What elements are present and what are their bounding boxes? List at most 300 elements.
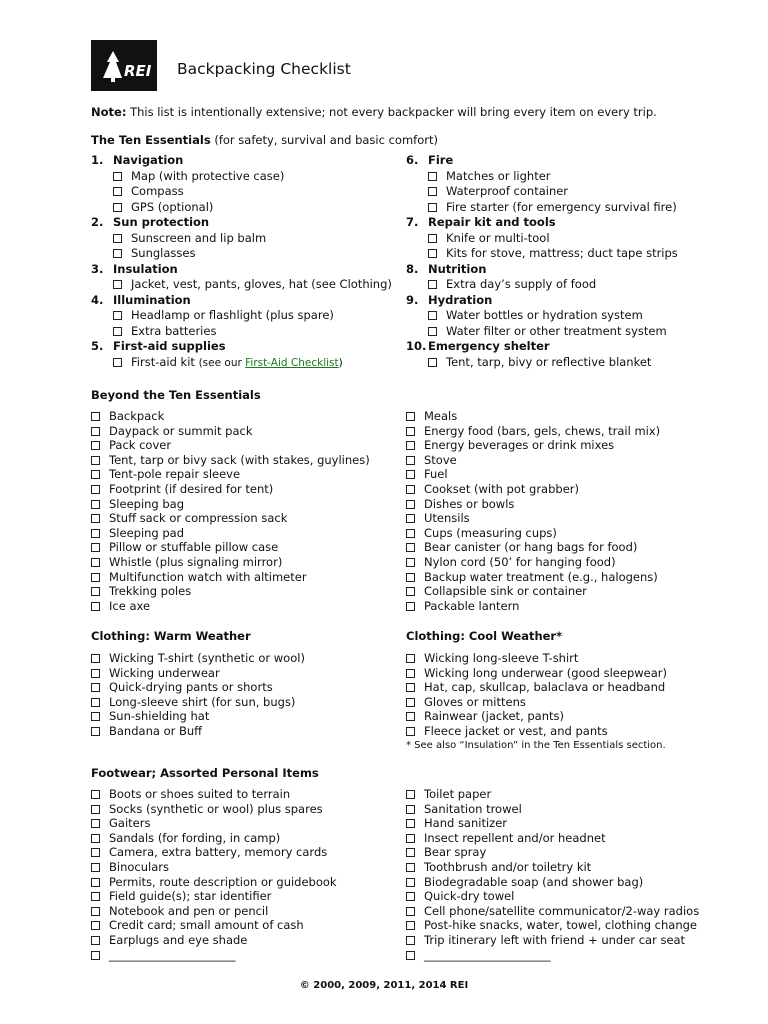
checklist-item [91, 904, 391, 919]
checklist-item [91, 169, 391, 185]
checklist-item [91, 787, 391, 802]
checkbox[interactable] [91, 878, 100, 887]
checkbox[interactable] [91, 456, 100, 465]
checklist-item-label: Sandals (for fording, in camp) [109, 830, 281, 845]
checklist-item [406, 651, 736, 666]
checklist-item [406, 355, 736, 371]
checkbox[interactable] [91, 907, 100, 916]
checkbox[interactable] [406, 712, 415, 721]
checklist-item-label: Bear spray [424, 845, 487, 860]
checkbox[interactable] [406, 441, 415, 450]
checklist-item-label: Camera, extra battery, memory cards [109, 845, 328, 860]
checklist-item [91, 599, 391, 614]
checkbox[interactable] [91, 712, 100, 721]
checkbox[interactable] [91, 727, 100, 736]
checklist-item-label: Tent-pole repair sleeve [109, 467, 241, 482]
checkbox[interactable] [406, 921, 415, 930]
checklist-item [406, 570, 736, 585]
checklist-item-label: Wicking underwear [109, 665, 220, 680]
essential-number: 7. [406, 215, 419, 229]
essential-number: 1. [91, 153, 104, 167]
essentials-right-column [406, 153, 736, 370]
checkbox[interactable] [406, 587, 415, 596]
checklist-item-label: Gloves or mittens [424, 694, 526, 709]
checklist-item [91, 889, 391, 904]
essential-heading [91, 215, 391, 231]
checklist-item [91, 860, 391, 875]
checkbox[interactable] [91, 805, 100, 814]
checklist-item-label: Field guide(s); star identifier [109, 889, 272, 904]
checklist-item-label: Cookset (with pot grabber) [424, 481, 579, 496]
clothing-cool-list [406, 651, 736, 739]
checkbox[interactable] [91, 558, 100, 567]
checklist-item-label: Permits, route description or guidebook [109, 874, 337, 889]
checkbox[interactable] [91, 848, 100, 857]
svg-text:REI: REI [124, 62, 152, 80]
clothing-footnote: * See also “Insulation” in the Ten Essentials section. [406, 740, 666, 751]
checkbox[interactable] [428, 280, 437, 289]
checklist-item [406, 695, 736, 710]
essential-name: Illumination [113, 292, 191, 307]
checklist-item-label: Quick-drying pants or shorts [109, 680, 273, 695]
checklist-item [406, 816, 736, 831]
checklist-item [91, 200, 391, 216]
checkbox[interactable] [428, 172, 437, 181]
checklist-item-label: Nylon cord (50’ for hanging food) [424, 554, 616, 569]
first-aid-checklist-link[interactable]: First-Aid Checklist [245, 356, 339, 369]
checklist-item [91, 438, 391, 453]
checkbox[interactable] [406, 863, 415, 872]
checklist-item [406, 324, 736, 340]
checkbox[interactable] [91, 669, 100, 678]
checklist-item-label: Insect repellent and/or headnet [424, 830, 606, 845]
essential-name: First-aid supplies [113, 339, 226, 353]
checkbox[interactable] [91, 951, 100, 960]
checkbox[interactable] [91, 441, 100, 450]
checklist-item [91, 831, 391, 846]
checklist-item [91, 526, 391, 541]
checklist-item [91, 695, 391, 710]
checkbox[interactable] [406, 936, 415, 945]
checklist-item [406, 875, 736, 890]
note-text: This list is intentionally extensive; not every backpacker will bring every item on every trip. [126, 105, 657, 119]
essential-number: 9. [406, 292, 419, 307]
checklist-item [406, 308, 736, 324]
checkbox[interactable] [406, 669, 415, 678]
checklist-item-label: Sanitation trowel [424, 801, 522, 816]
checkbox[interactable] [91, 602, 100, 611]
checklist-item [406, 680, 736, 695]
essential-number: 5. [91, 339, 104, 353]
checkbox[interactable] [406, 819, 415, 828]
checkbox[interactable] [406, 654, 415, 663]
checklist-item-label: Waterproof container [446, 184, 569, 198]
checkbox[interactable] [113, 249, 122, 258]
checkbox[interactable] [406, 412, 415, 421]
checklist-item [91, 467, 391, 482]
checklist-item [91, 231, 391, 247]
checkbox[interactable] [406, 790, 415, 799]
checklist-item-label: Toothbrush and/or toiletry kit [424, 859, 592, 874]
checkbox[interactable] [406, 514, 415, 523]
checklist-item [91, 845, 391, 860]
checklist-item-label: Trekking poles [109, 584, 192, 599]
checklist-item [91, 918, 391, 933]
checklist-item [406, 948, 736, 963]
checklist-item [91, 453, 391, 468]
checkbox[interactable] [428, 234, 437, 243]
checkbox[interactable] [406, 878, 415, 887]
checklist-item-label: Wicking long-sleeve T-shirt [424, 651, 579, 665]
see-our-suffix: ) [338, 356, 343, 369]
checklist-item [406, 845, 736, 860]
checklist-item-label: Sleeping bag [109, 496, 185, 511]
checklist-item-label: Cups (measuring cups) [424, 525, 557, 540]
footwear-left-list [91, 787, 391, 962]
clothing-warm-list [91, 651, 391, 739]
checklist-item-label: GPS (optional) [131, 199, 214, 214]
checkbox[interactable] [406, 892, 415, 901]
checkbox[interactable] [406, 727, 415, 736]
checklist-item [406, 526, 736, 541]
checklist-item [91, 482, 391, 497]
checklist-item-label: Extra day’s supply of food [446, 277, 597, 291]
checkbox[interactable] [406, 848, 415, 857]
checklist-item-label: Toilet paper [424, 787, 492, 801]
checkbox[interactable] [91, 698, 100, 707]
checklist-item-label: Backup water treatment (e.g., halogens) [424, 569, 658, 584]
checklist-item-label: Multifunction watch with altimeter [109, 569, 307, 584]
checklist-item [91, 680, 391, 695]
checklist-item-label: Compass [131, 184, 184, 198]
clothing-warm-title: Clothing: Warm Weather [91, 629, 251, 643]
checkbox[interactable] [91, 819, 100, 828]
checkbox[interactable] [113, 327, 122, 336]
checklist-item-label: Utensils [424, 511, 470, 526]
copyright: © 2000, 2009, 2011, 2014 REI [299, 980, 469, 991]
checkbox[interactable] [91, 412, 100, 421]
essential-name: Sun protection [113, 215, 210, 229]
checklist-item [91, 409, 391, 424]
checklist-item [406, 831, 736, 846]
checkbox[interactable] [406, 470, 415, 479]
checklist-item [406, 184, 736, 200]
essentials-subtitle: (for safety, survival and basic comfort) [210, 133, 438, 147]
checkbox[interactable] [406, 573, 415, 582]
checklist-item-label: Ice axe [109, 598, 151, 613]
checklist-item-label: Bear canister (or hang bags for food) [424, 540, 638, 555]
checklist-item [406, 200, 736, 216]
checkbox[interactable] [91, 654, 100, 663]
checklist-item [406, 787, 736, 802]
checkbox[interactable] [428, 249, 437, 258]
checklist-item [406, 409, 736, 424]
checklist-item [91, 802, 391, 817]
checklist-item [406, 169, 736, 185]
checklist-item-label: Daypack or summit pack [109, 423, 253, 438]
checklist-item [406, 453, 736, 468]
checklist-item [91, 497, 391, 512]
checklist-item [406, 467, 736, 482]
checkbox[interactable] [113, 358, 122, 367]
checkbox[interactable] [91, 921, 100, 930]
checkbox[interactable] [406, 834, 415, 843]
checklist-item [91, 724, 391, 739]
checklist-item [406, 933, 736, 948]
essential-heading [406, 293, 736, 309]
essential-heading [406, 215, 736, 231]
checklist-item [91, 948, 391, 963]
checklist-item [406, 709, 736, 724]
checkbox[interactable] [91, 936, 100, 945]
checkbox[interactable] [113, 311, 122, 320]
checkbox[interactable] [428, 358, 437, 367]
checklist-item [91, 277, 391, 293]
checklist-item-label: Credit card; small amount of cash [109, 918, 304, 933]
checkbox[interactable] [428, 311, 437, 320]
essential-heading [91, 153, 391, 169]
checklist-item-label: Sunglasses [131, 246, 196, 260]
checklist-item [91, 666, 391, 681]
essential-heading [406, 339, 736, 355]
essential-name: Hydration [428, 292, 493, 307]
checklist-item-label: Fuel [424, 467, 448, 482]
checklist-item [91, 424, 391, 439]
essential-number: 2. [91, 215, 104, 229]
essential-heading [406, 153, 736, 169]
checklist-item [406, 724, 736, 739]
checklist-item [91, 324, 391, 340]
checklist-item [91, 355, 391, 371]
checklist-item [406, 277, 736, 293]
checklist-item-label: ______________________ [424, 947, 551, 962]
checklist-item-label: Footprint (if desired for tent) [109, 481, 274, 496]
note [91, 105, 657, 120]
checklist-item-label: Gaiters [109, 816, 151, 831]
checklist-item-label: Binoculars [109, 859, 169, 874]
checklist-item [91, 584, 391, 599]
checklist-item-label: Jacket, vest, pants, gloves, hat (see Clothing) [131, 277, 392, 291]
checklist-item-label: Meals [424, 409, 458, 423]
beyond-title: Beyond the Ten Essentials [91, 388, 261, 402]
essential-number: 4. [91, 292, 104, 307]
checkbox[interactable] [91, 683, 100, 692]
beyond-left-list [91, 409, 391, 613]
checkbox[interactable] [406, 485, 415, 494]
checklist-item-label: Kits for stove, mattress; duct tape strips [446, 246, 678, 260]
checklist-item-label: Headlamp or flashlight (plus spare) [131, 308, 334, 322]
checkbox[interactable] [91, 529, 100, 538]
checklist-item [406, 424, 736, 439]
checklist-item-label: Wicking long underwear (good sleepwear) [424, 665, 667, 680]
checklist-item [91, 651, 391, 666]
checklist-item-label: Tent, tarp, bivy or reflective blanket [446, 354, 652, 369]
checklist-item [91, 511, 391, 526]
essential-number: 10. [406, 339, 427, 353]
checklist-item-label: Cell phone/satellite communicator/2-way radios [424, 903, 700, 918]
essential-name: Repair kit and tools [428, 215, 556, 229]
essential-number: 3. [91, 261, 104, 276]
checklist-item-label: Packable lantern [424, 598, 520, 613]
checklist-item [91, 709, 391, 724]
checklist-item-label: Knife or multi-tool [446, 230, 550, 245]
essentials-title: The Ten Essentials [91, 133, 211, 147]
checklist-item-label: Energy food (bars, gels, chews, trail mix) [424, 423, 661, 438]
checklist-item-label: Rainwear (jacket, pants) [424, 709, 564, 724]
checkbox[interactable] [91, 485, 100, 494]
checkbox[interactable] [113, 280, 122, 289]
checkbox[interactable] [91, 587, 100, 596]
checklist-item [91, 308, 391, 324]
checklist-item-label: Stove [424, 452, 457, 467]
checklist-item [406, 438, 736, 453]
checklist-item [406, 231, 736, 247]
checklist-item-label: Hat, cap, skullcap, balaclava or headband [424, 680, 666, 695]
checklist-item [406, 860, 736, 875]
footwear-right-list [406, 787, 736, 962]
checkbox[interactable] [91, 500, 100, 509]
checklist-item [406, 889, 736, 904]
checklist-item [91, 184, 391, 200]
checkbox[interactable] [406, 427, 415, 436]
checklist-item-label: Whistle (plus signaling mirror) [109, 554, 283, 569]
see-our-text: (see our [198, 356, 246, 369]
checklist-item [91, 875, 391, 890]
checklist-item-label: Post-hike snacks, water, towel, clothing change [424, 918, 698, 933]
checklist-item-label: Fleece jacket or vest, and pants [424, 723, 608, 738]
checklist-item-label: Earplugs and eye shade [109, 932, 248, 947]
checkbox[interactable] [406, 529, 415, 538]
checklist-item [91, 570, 391, 585]
checklist-item-label: Water bottles or hydration system [446, 308, 643, 322]
checkbox[interactable] [406, 500, 415, 509]
checkbox[interactable] [113, 203, 122, 212]
checklist-item [406, 599, 736, 614]
checkbox[interactable] [428, 327, 437, 336]
checklist-item-label: Matches or lighter [446, 168, 551, 183]
checkbox[interactable] [91, 543, 100, 552]
checklist-item-label: Quick-dry towel [424, 889, 515, 904]
checkbox[interactable] [91, 514, 100, 523]
checklist-item-label: Hand sanitizer [424, 816, 508, 831]
checklist-item-label: Sun-shielding hat [109, 709, 210, 724]
checklist-item [406, 918, 736, 933]
checklist-item [91, 933, 391, 948]
checkbox[interactable] [406, 602, 415, 611]
checklist-item-label: Dishes or bowls [424, 496, 515, 511]
page-title: Backpacking Checklist [177, 60, 351, 78]
checklist-item-label: Notebook and pen or pencil [109, 903, 269, 918]
checkbox[interactable] [428, 187, 437, 196]
note-label: Note: [91, 105, 127, 119]
essential-name: Emergency shelter [428, 339, 550, 353]
checklist-item-label: Pillow or stuffable pillow case [109, 540, 279, 555]
checklist-item [406, 555, 736, 570]
checkbox[interactable] [91, 834, 100, 843]
checklist-item-label: Trip itinerary left with friend + under car seat [424, 932, 686, 947]
checklist-item-label: Fire starter (for emergency survival fire) [446, 199, 677, 214]
checklist-item [406, 584, 736, 599]
essential-name: Navigation [113, 153, 184, 167]
checkbox[interactable] [91, 863, 100, 872]
checklist-item-label: Energy beverages or drink mixes [424, 438, 615, 453]
checklist-item-label: Sunscreen and lip balm [131, 230, 267, 245]
checkbox[interactable] [113, 172, 122, 181]
essential-name: Nutrition [428, 261, 487, 276]
checkbox[interactable] [406, 683, 415, 692]
checklist-item-label: First-aid kit [131, 354, 199, 369]
essential-name: Insulation [113, 261, 178, 276]
checklist-item-label: Collapsible sink or container [424, 584, 587, 599]
checklist-item-label: Tent, tarp or bivy sack (with stakes, guylines) [109, 452, 370, 467]
essential-heading [406, 262, 736, 278]
checkbox[interactable] [113, 234, 122, 243]
essential-heading [91, 339, 391, 355]
checklist-item-label: Wicking T-shirt (synthetic or wool) [109, 651, 305, 665]
clothing-cool-title: Clothing: Cool Weather* [406, 629, 563, 643]
checklist-item-label: Socks (synthetic or wool) plus spares [109, 801, 323, 816]
checkbox[interactable] [406, 698, 415, 707]
checkbox[interactable] [428, 203, 437, 212]
checkbox[interactable] [406, 805, 415, 814]
checklist-item-label: ______________________ [109, 947, 236, 962]
checklist-item [91, 540, 391, 555]
checkbox[interactable] [91, 573, 100, 582]
essentials-left-column [91, 153, 391, 370]
essential-heading [91, 262, 391, 278]
rei-logo-icon [91, 40, 157, 91]
checklist-item [406, 904, 736, 919]
checkbox[interactable] [91, 892, 100, 901]
checklist-item-label: Bandana or Buff [109, 723, 203, 738]
essential-number: 8. [406, 261, 419, 276]
checklist-item-label: Sleeping pad [109, 525, 185, 540]
essential-name: Fire [428, 153, 454, 167]
essential-heading [91, 293, 391, 309]
checkbox[interactable] [406, 456, 415, 465]
checklist-item-label: Stuff sack or compression sack [109, 511, 288, 526]
checklist-item [406, 497, 736, 512]
checkbox[interactable] [406, 558, 415, 567]
checklist-item-label: Backpack [109, 409, 165, 423]
checkbox[interactable] [406, 951, 415, 960]
checkbox[interactable] [113, 187, 122, 196]
checklist-item [91, 555, 391, 570]
beyond-right-list [406, 409, 736, 613]
essentials-heading [91, 133, 438, 148]
checklist-item-label: Biodegradable soap (and shower bag) [424, 874, 644, 889]
checklist-item [406, 540, 736, 555]
rei-logo [91, 40, 157, 91]
checkbox[interactable] [406, 543, 415, 552]
checklist-item [91, 246, 391, 262]
checkbox[interactable] [91, 470, 100, 479]
checklist-item [406, 482, 736, 497]
checklist-item-label: Map (with protective case) [131, 168, 285, 183]
footwear-title: Footwear; Assorted Personal Items [91, 766, 319, 780]
checklist-item [91, 816, 391, 831]
checklist-item [406, 511, 736, 526]
checklist-item-label: Water filter or other treatment system [446, 323, 667, 338]
checkbox[interactable] [91, 790, 100, 799]
checklist-item-label: Pack cover [109, 438, 172, 453]
checkbox[interactable] [406, 907, 415, 916]
checklist-item [406, 246, 736, 262]
essential-number: 6. [406, 153, 419, 167]
checklist-item [406, 802, 736, 817]
checklist-item [406, 666, 736, 681]
checkbox[interactable] [91, 427, 100, 436]
